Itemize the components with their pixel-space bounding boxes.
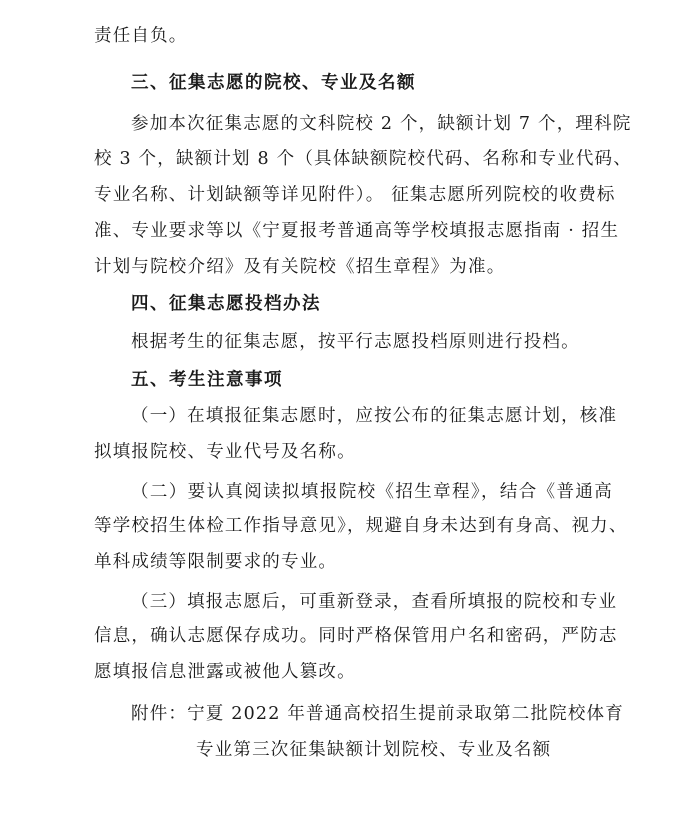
section4-line1: 根据考生的征集志愿，按平行志愿投档原则进行投档。 xyxy=(131,332,580,352)
section5-item2-line2: 等学校招生体检工作指导意见》，规避自身未达到有身高、视力、 xyxy=(94,516,628,536)
section4-heading: 四、征集志愿投档办法 xyxy=(131,294,321,314)
intro-end-text: 责任自负。 xyxy=(94,26,188,46)
section5-item2-line1: （二）要认真阅读拟填报院校《招生章程》，结合《普通高 xyxy=(131,482,613,502)
section5-item3-line3: 愿填报信息泄露或被他人篡改。 xyxy=(94,662,356,682)
section5-heading: 五、考生注意事项 xyxy=(131,370,283,390)
section3-line1: 参加本次征集志愿的文科院校 2 个，缺额计划 7 个，理科院 xyxy=(131,114,632,134)
section3-line3: 专业名称、计划缺额等详见附件）。 征集志愿所列院校的收费标 xyxy=(94,185,616,205)
section5-item2-line3: 单科成绩等限制要求的专业。 xyxy=(94,552,338,572)
attachment-line2: 专业第三次征集缺额计划院校、专业及名额 xyxy=(196,740,552,760)
section5-item3-line1: （三）填报志愿后，可重新登录，查看所填报的院校和专业 xyxy=(131,592,618,612)
section5-item3-line2: 信息，确认志愿保存成功。同时严格保管用户名和密码，严防志 xyxy=(94,626,618,646)
section5-item1-line1: （一）在填报征集志愿时，应按公布的征集志愿计划，核准 xyxy=(131,406,618,426)
section3-heading: 三、征集志愿的院校、专业及名额 xyxy=(131,73,416,93)
section5-item1-line2: 拟填报院校、专业代号及名称。 xyxy=(94,442,356,462)
section3-line4: 准、专业要求等以《宁夏报考普通高等学校填报志愿指南 · 招生 xyxy=(94,221,620,241)
attachment-line1: 附件：宁夏 2022 年普通高校招生提前录取第二批院校体育 xyxy=(131,704,624,724)
section3-line5: 计划与院校介绍》及有关院校《招生章程》为准。 xyxy=(94,257,506,277)
section3-line2: 校 3 个，缺额计划 8 个（具体缺额院校代码、名称和专业代码、 xyxy=(94,149,632,169)
